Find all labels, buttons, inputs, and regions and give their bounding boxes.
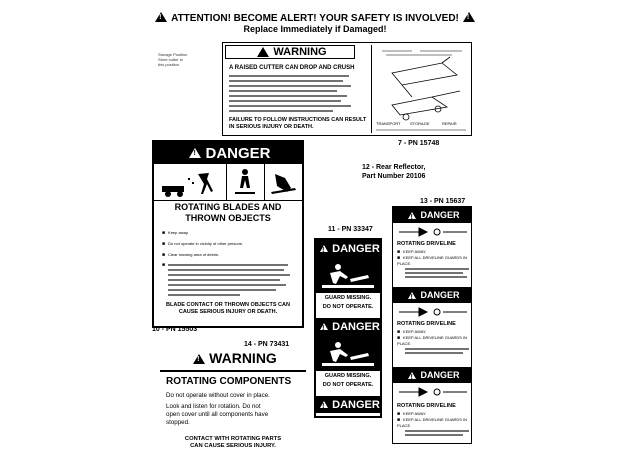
danger-bullets (162, 230, 298, 296)
warning-footer-line: CONTACT WITH ROTATING PARTS (184, 436, 282, 442)
part-number-7: 7 - PN 15748 (398, 140, 440, 147)
warning-footer (160, 436, 306, 450)
driveline-pictogram-icon (397, 305, 469, 317)
danger-banner (154, 142, 302, 164)
warning-signal-word: WARNING (273, 46, 327, 58)
danger-signal-word: DANGER (420, 370, 460, 380)
guard-text-line: DO NOT OPERATE. (322, 382, 374, 388)
danger-banner (316, 396, 380, 413)
storage-label: STORAGE (410, 121, 430, 126)
thrown-object-pictogram-icon (154, 164, 227, 200)
danger-signal-word: DANGER (332, 242, 380, 255)
reflector-line: 12 - Rear Reflector, (362, 164, 426, 171)
warning-signal-word: WARNING (209, 350, 277, 366)
warning-triangle-icon (408, 372, 416, 379)
guard-text (316, 294, 380, 312)
danger-footer-line: CAUSE SERIOUS INJURY OR DEATH. (178, 309, 278, 315)
bullet-item: ■ Keep away. (162, 230, 298, 236)
guard-text (316, 372, 380, 390)
part-number-14: 14 - PN 73431 (244, 341, 290, 348)
side-note-line: Store cutter in (158, 57, 183, 62)
driveline-pictogram-icon (397, 225, 469, 237)
warning-triangle-icon (463, 12, 475, 22)
warning-banner (160, 350, 306, 366)
danger-signal-word: DANGER (420, 290, 460, 300)
danger-footer-line: BLADE CONTACT OR THROWN OBJECTS CAN (166, 302, 290, 308)
side-note (158, 52, 210, 67)
danger-blades-decal (152, 140, 304, 328)
danger-signal-word: DANGER (205, 144, 271, 162)
driveline-title: ROTATING DRIVELINE (397, 321, 456, 327)
part-number-11: 11 - PN 33347 (328, 226, 373, 233)
side-note-line: this position (158, 62, 180, 67)
header-title: ATTENTION! BECOME ALERT! YOUR SAFETY IS INVOLVED! (171, 13, 459, 24)
reflector-note (362, 163, 425, 181)
transport-label: TRANSPORT (376, 121, 401, 126)
guard-text-line: GUARD MISSING. (324, 295, 372, 301)
danger-signal-word: DANGER (332, 320, 380, 333)
danger-headline-line: THROWN OBJECTS (185, 213, 271, 223)
warning-body-line: Look and listen for rotation. Do not (166, 403, 261, 410)
warning-footer-line: CAN CAUSE SERIOUS INJURY. (190, 443, 276, 449)
warning-banner (225, 45, 355, 59)
repair-label: REPAIR (442, 121, 457, 126)
warning-headline: ROTATING COMPONENTS (166, 376, 292, 387)
warning-body-line: open cover until all components have (166, 411, 269, 418)
danger-signal-word: DANGER (332, 398, 380, 411)
bullet-item: ■ KEEP ALL DRIVELINE GUARDS IN PLACE. (397, 335, 469, 346)
bullet-item: ■ KEEP AWAY. (397, 411, 469, 417)
part-number-10: 10 - PN 15503 (152, 326, 198, 333)
driveline-title: ROTATING DRIVELINE (397, 241, 456, 247)
warning-raised-cutter-decal (222, 42, 472, 136)
bullet-item: ■ Do not operate in vicinity of other persons. (162, 241, 298, 247)
warning-components-decal (160, 350, 306, 450)
divider (160, 370, 306, 372)
side-note-line: Storage Position (158, 52, 188, 57)
warning-body-line: Do not operate without cover in place. (166, 392, 270, 399)
danger-banner (393, 367, 471, 383)
cutter-diagram-icon (372, 45, 470, 133)
danger-banner (316, 318, 380, 335)
warning-triangle-icon (193, 354, 205, 364)
bullet-item: ■ KEEP ALL DRIVELINE GUARDS IN PLACE. (397, 255, 469, 266)
stay-clear-pictogram-icon (227, 164, 265, 200)
driveline-title: ROTATING DRIVELINE (397, 403, 456, 409)
entanglement-pictogram-icon (316, 335, 380, 371)
danger-footer (154, 302, 302, 316)
danger-headline-line: ROTATING BLADES AND (174, 202, 282, 212)
warning-instructions (229, 75, 357, 112)
pictogram-row (154, 164, 302, 201)
entanglement-pictogram-icon (316, 257, 380, 293)
warning-triangle-icon (189, 148, 201, 158)
cutter-illustration-panel (371, 45, 470, 133)
driveline-pictogram-icon (397, 385, 469, 397)
danger-headline (154, 202, 302, 224)
danger-banner (393, 287, 471, 303)
reflector-line: Part Number 20106 (362, 173, 426, 180)
bullet-item: ■ KEEP ALL DRIVELINE GUARDS IN PLACE. (397, 417, 469, 428)
warning-triangle-icon (155, 12, 167, 22)
bullet-item: ■ Clear mowing area of debris. (162, 252, 298, 258)
bullet-item: ■ KEEP AWAY. (397, 249, 469, 255)
danger-banner (393, 207, 471, 223)
warning-footer (229, 117, 369, 131)
driveline-decal (392, 206, 472, 444)
danger-signal-word: DANGER (420, 210, 460, 220)
guard-text-line: DO NOT OPERATE. (322, 304, 374, 310)
bullet-item: ■ (162, 263, 298, 296)
driveline-bullets (397, 411, 469, 438)
driveline-bullets (397, 329, 469, 356)
warning-triangle-icon (320, 401, 328, 408)
warning-body-line: stopped. (166, 419, 190, 426)
hand-blade-pictogram-icon (265, 164, 302, 200)
warning-triangle-icon (320, 245, 328, 252)
bullet-item: ■ KEEP AWAY. (397, 329, 469, 335)
warning-headline: A RAISED CUTTER CAN DROP AND CRUSH (229, 65, 355, 71)
driveline-bullets (397, 249, 469, 280)
warning-body (166, 392, 306, 427)
danger-banner (316, 240, 380, 257)
warning-triangle-icon (408, 292, 416, 299)
warning-triangle-icon (257, 47, 269, 57)
warning-triangle-icon (408, 212, 416, 219)
warning-footer-line: FAILURE TO FOLLOW INSTRUCTIONS CAN RESULT (229, 117, 367, 123)
guard-missing-decal (314, 238, 382, 418)
guard-text-line: GUARD MISSING. (324, 373, 372, 379)
part-number-13: 13 - PN 15637 (420, 198, 466, 205)
warning-footer-line: IN SERIOUS INJURY OR DEATH. (229, 124, 314, 130)
header-subtitle: Replace Immediately if Damaged! (243, 24, 387, 34)
warning-triangle-icon (320, 323, 328, 330)
